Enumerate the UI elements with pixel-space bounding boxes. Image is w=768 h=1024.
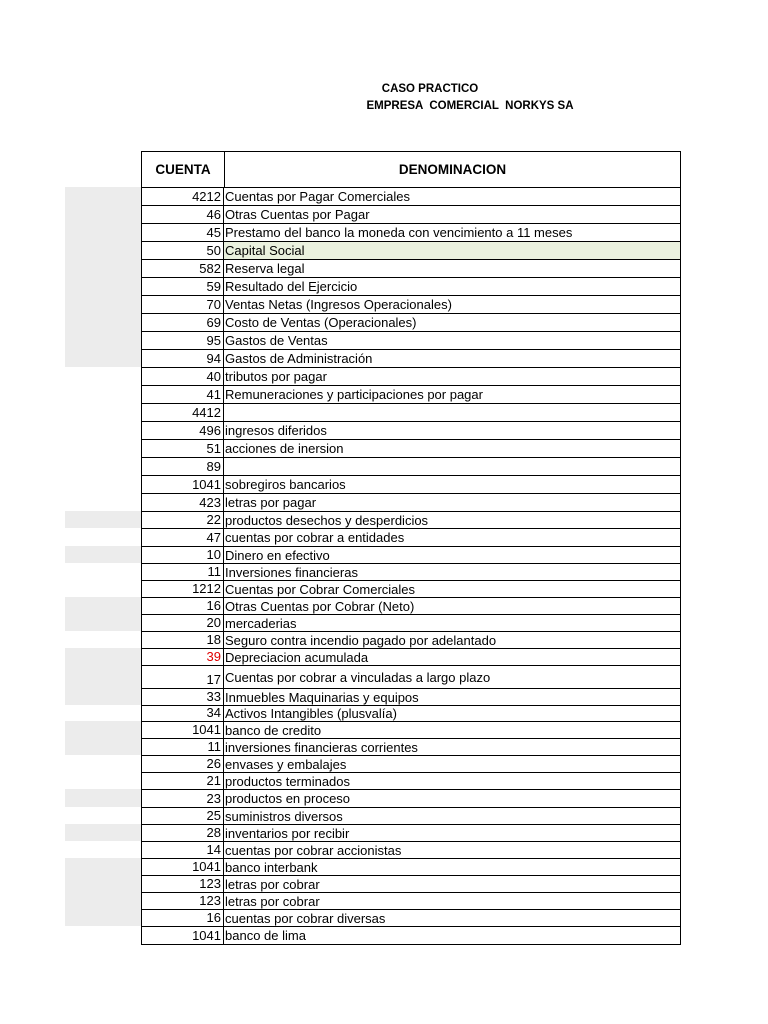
account-name: cuentas por cobrar a entidades: [225, 530, 405, 545]
table-row: [142, 825, 680, 842]
account-code: 51: [142, 440, 224, 457]
table-row: [142, 260, 680, 278]
row-shade: [65, 648, 141, 665]
table-row: [142, 842, 680, 859]
table-row: [142, 547, 680, 564]
row-shade: [65, 187, 141, 205]
column-header-denominacion: DENOMINACION: [398, 162, 507, 177]
table-row: [142, 910, 680, 927]
table-row: [142, 350, 680, 368]
account-code: 94: [142, 350, 224, 367]
account-name: Inmuebles Maquinarias y equipos: [225, 689, 419, 705]
table-row: [142, 529, 680, 547]
account-name: Capital Social: [224, 242, 680, 259]
table-row: [142, 404, 680, 422]
table-row: [142, 476, 680, 494]
row-shade: [65, 892, 141, 909]
account-code: 1041: [142, 722, 224, 738]
account-name: Activos Intangibles (plusvalía): [225, 706, 397, 721]
account-code: 1212: [142, 581, 224, 597]
table-row: [142, 458, 680, 476]
table-row: [142, 422, 680, 440]
account-name: letras por cobrar: [225, 893, 320, 909]
row-shade: [65, 858, 141, 875]
row-shade: [65, 597, 141, 614]
account-code: 70: [142, 296, 224, 313]
row-shade: [65, 688, 141, 705]
account-code: 14: [142, 842, 224, 858]
account-name: Otras Cuentas por Cobrar (Neto): [225, 598, 415, 614]
table-row: [142, 386, 680, 404]
account-name: Reserva legal: [225, 261, 305, 276]
account-name: inversiones financieras corrientes: [225, 739, 418, 755]
row-shade: [65, 665, 141, 688]
table-row: [142, 581, 680, 598]
row-shade: [65, 614, 141, 631]
account-name: Costo de Ventas (Operacionales): [225, 315, 417, 330]
table-row: [142, 739, 680, 756]
document-title: CASO PRACTICO: [381, 83, 479, 95]
account-name: suministros diversos: [225, 808, 343, 824]
row-shade: [65, 738, 141, 755]
account-name: Resultado del Ejercicio: [225, 279, 358, 294]
table-row: [142, 278, 680, 296]
account-code: 496: [142, 422, 224, 439]
account-code: 59: [142, 278, 224, 295]
table-row: [142, 615, 680, 632]
row-shade: [65, 259, 141, 277]
table-row: [142, 188, 680, 206]
account-name: letras por cobrar: [225, 876, 320, 892]
table-row: [142, 722, 680, 739]
account-name: cuentas por cobrar diversas: [225, 910, 386, 926]
account-name: Gastos de Administración: [225, 351, 373, 366]
row-shade: [65, 313, 141, 331]
account-name: banco de credito: [225, 722, 322, 738]
account-code: 26: [142, 756, 224, 772]
account-name: Prestamo del banco la moneda con vencimiento a 11 meses: [225, 225, 573, 240]
account-code: 18: [142, 632, 224, 648]
account-code: 11: [142, 564, 224, 580]
row-shade: [65, 349, 141, 367]
account-name: Cuentas por Cobrar Comerciales: [225, 581, 416, 597]
account-name: letras por pagar: [225, 495, 317, 510]
row-shade: [65, 331, 141, 349]
row-shade: [65, 295, 141, 313]
row-shade: [65, 205, 141, 223]
row-shade: [65, 824, 141, 841]
table-row: [142, 224, 680, 242]
row-shade: [65, 909, 141, 926]
table-row: [142, 893, 680, 910]
account-name: Otras Cuentas por Pagar: [225, 207, 370, 222]
accounts-table: [141, 151, 681, 945]
table-row: [142, 564, 680, 581]
account-code: 582: [142, 260, 224, 277]
row-shade: [65, 223, 141, 241]
account-code: 28: [142, 825, 224, 841]
table-row: [142, 706, 680, 722]
account-name: productos terminados: [225, 773, 351, 789]
account-name: cuentas por cobrar accionistas: [225, 842, 402, 858]
account-name: banco de lima: [225, 928, 306, 943]
row-shade: [65, 277, 141, 295]
account-name: mercaderias: [225, 615, 297, 631]
table-row: [142, 790, 680, 808]
account-name: banco interbank: [225, 859, 318, 875]
row-shade: [65, 511, 141, 528]
account-name: envases y embalajes: [225, 756, 347, 772]
account-name: Dinero en efectivo: [225, 547, 330, 563]
table-row: [142, 368, 680, 386]
row-shade: [65, 875, 141, 892]
account-code: 25: [142, 808, 224, 824]
table-body: [142, 188, 680, 944]
account-code: 17: [142, 666, 224, 688]
account-code: 41: [142, 386, 224, 403]
table-row: [142, 689, 680, 706]
account-code: 20: [142, 615, 224, 631]
table-row: [142, 808, 680, 825]
account-code: 47: [142, 529, 224, 546]
account-code: 95: [142, 332, 224, 349]
account-code: 1041: [142, 927, 224, 944]
account-code: 4212: [142, 188, 224, 205]
account-code: 22: [142, 512, 224, 528]
account-code: 23: [142, 790, 224, 807]
table-row: [142, 773, 680, 790]
account-name: [224, 458, 680, 475]
account-code: 50: [142, 242, 224, 259]
account-code: 16: [142, 598, 224, 614]
account-name: Inversiones financieras: [225, 564, 358, 580]
account-code: 33: [142, 689, 224, 705]
account-code: 423: [142, 494, 224, 511]
account-name: acciones de inersion: [225, 441, 344, 456]
company-name: EMPRESA COMERCIAL NORKYS SA: [366, 100, 574, 112]
account-code: 69: [142, 314, 224, 331]
account-code: 16: [142, 910, 224, 926]
account-code: 34: [142, 706, 224, 721]
account-name: inventarios por recibir: [225, 825, 350, 841]
account-name: productos en proceso: [225, 791, 351, 806]
table-row: [142, 666, 680, 689]
table-row: [142, 206, 680, 224]
table-row: [142, 649, 680, 666]
account-name: tributos por pagar: [225, 369, 327, 384]
row-shade: [65, 241, 141, 259]
table-row: [142, 598, 680, 615]
account-name: Cuentas por cobrar a vinculadas a largo plazo: [225, 669, 491, 685]
account-code: 4412: [142, 404, 224, 421]
column-header-cuenta: CUENTA: [142, 152, 225, 187]
row-shade: [65, 721, 141, 738]
account-code: 39: [142, 649, 224, 665]
account-name: Gastos de Ventas: [225, 333, 328, 348]
row-shade: [65, 789, 141, 807]
account-code: 10: [142, 547, 224, 563]
table-row: [142, 927, 680, 944]
table-row: [142, 332, 680, 350]
account-name: Cuentas por Pagar Comerciales: [225, 189, 410, 204]
table-header-row: [142, 152, 680, 188]
account-name: Depreciacion acumulada: [225, 649, 369, 665]
account-code: 1041: [142, 859, 224, 875]
account-code: 21: [142, 773, 224, 789]
account-name: sobregiros bancarios: [225, 477, 346, 492]
account-code: 40: [142, 368, 224, 385]
account-name: Seguro contra incendio pagado por adelantado: [225, 632, 497, 648]
account-name: Ventas Netas (Ingresos Operacionales): [225, 297, 452, 312]
table-row: [142, 242, 680, 260]
table-row: [142, 859, 680, 876]
account-code: 45: [142, 224, 224, 241]
table-row: [142, 296, 680, 314]
account-code: 89: [142, 458, 224, 475]
row-shade: [65, 546, 141, 563]
table-row: [142, 314, 680, 332]
table-row: [142, 440, 680, 458]
table-row: [142, 876, 680, 893]
account-name: [224, 404, 680, 421]
table-row: [142, 512, 680, 529]
account-name: Remuneraciones y participaciones por pagar: [225, 387, 483, 402]
account-code: 11: [142, 739, 224, 755]
account-code: 46: [142, 206, 224, 223]
table-row: [142, 632, 680, 649]
account-code: 123: [142, 893, 224, 909]
account-code: 123: [142, 876, 224, 892]
account-code: 1041: [142, 476, 224, 493]
account-name: ingresos diferidos: [225, 423, 327, 438]
table-row: [142, 756, 680, 773]
table-row: [142, 494, 680, 512]
account-name: productos desechos y desperdicios: [225, 512, 429, 528]
